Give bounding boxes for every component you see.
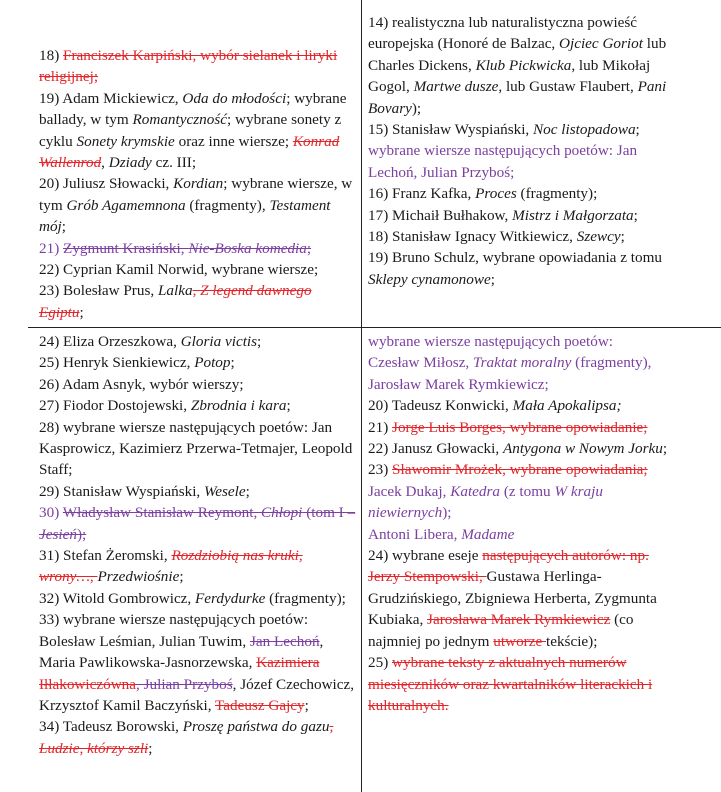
item-34-left: 34) Tadeusz Borowski, Proszę państwa do gazu, Ludzie, którzy szli;: [39, 718, 334, 757]
work-title: Testament mój: [39, 196, 331, 236]
item-33-left: 33) wybrane wiersze następujących poetów: Bolesław Leśmian, Julian Tuwim, Jan Lechoń, Maria Pawlikowska-Jasnorzewska, Kazimiera Iłłakowiczówna, Julian Przyboś, Józef Czechowicz, Krzysztof Kamil Baczyński, Tadeusz Gajcy;: [39, 611, 355, 714]
item-22-left: 22) Cyprian Kamil Norwid, wybrane wiersze;: [39, 261, 319, 279]
deleted-text: Tadeusz Gajcy: [215, 696, 305, 714]
work-title: Przedwiośnie: [97, 568, 180, 586]
item-16-right: 16) Franz Kafka, Proces (fragmenty);: [368, 185, 598, 203]
item-23-right: 23) Sławomir Mrożek, wybrane opowiadania;: [368, 461, 648, 479]
item-18-right: 18) Stanisław Ignacy Witkiewicz, Szewcy;: [368, 228, 625, 246]
inserted-libera: Antoni Libera, Madame: [368, 525, 515, 543]
work-title: Grób Agamemnona: [66, 196, 186, 214]
deleted-text: Chłopi: [261, 504, 303, 522]
deleted-text: Ludzie, którzy szli: [39, 739, 149, 757]
deleted-text: Franciszek Karpiński, wybór sielanek i liryki religijnej;: [39, 47, 338, 86]
item-20-left: 20) Juliusz Słowacki, Kordian; wybrane wiersze, w tym Grób Agamemnona (fragmenty), Testament mój;: [39, 175, 353, 236]
work-title: Antygona w Nowym Jorku: [502, 440, 663, 458]
work-title: Sklepy cynamonowe: [368, 270, 491, 288]
work-title: Potop: [194, 354, 231, 372]
work-title: Mistrz i Małgorzata: [512, 206, 634, 224]
item-19-right: 19) Bruno Schulz, wybrane opowiadania z tomu Sklepy cynamonowe;: [368, 249, 662, 288]
deleted-text: ,: [192, 282, 201, 300]
item-19-left: 19) Adam Mickiewicz, Oda do młodości; wybrane ballady, w tym Romantyczność; wybrane sonety z cyklu Sonety krymskie oraz inne wiersze; Konrad Wallenrod, Dziady cz. III;: [39, 89, 347, 172]
deleted-text: Nie-Boska komedia: [188, 239, 307, 257]
item-30-left: 30) Władysław Stanisław Reymont, Chłopi (tom I – Jesień);: [39, 504, 356, 543]
work-title: Szewcy: [576, 228, 621, 246]
work-title: Sonety krymskie: [76, 132, 175, 150]
work-title: Ferdydurke: [195, 589, 266, 607]
deleted-text: , Julian Przyboś: [136, 675, 233, 693]
work-title: Mała Apokalipsa;: [512, 397, 622, 415]
deleted-text: : np.: [621, 547, 649, 565]
work-title: Ojciec Goriot: [559, 35, 643, 53]
work-title: Pani Bovary: [368, 78, 667, 117]
deleted-text: Jerzy Stempowski: [368, 568, 479, 586]
deleted-text: Jorge Luis Borges, wybrane opowiadanie;: [392, 418, 648, 436]
work-title: Wesele: [204, 482, 246, 500]
item-21-left: 21) Zygmunt Krasiński, Nie-Boska komedia;: [39, 239, 312, 257]
deleted-text: Zygmunt Krasiński,: [63, 239, 189, 257]
item-14-right: 14) realistyczna lub naturalistyczna powieść europejska (Honoré de Balzac, Ojciec Goriot lub Charles Dickens, Klub Pickwicka, lub Mikołaj Gogol, Martwe dusze, lub Gustaw Flaubert, Pani Bovary);: [368, 14, 667, 117]
work-title: Dziady: [108, 154, 152, 172]
deleted-text: Władysław Stanisław Reymont,: [62, 504, 262, 522]
work-title: Kordian: [173, 175, 224, 193]
work-title: Oda do młodości: [182, 89, 287, 107]
item-22-right: 22) Janusz Głowacki, Antygona w Nowym Jorku;: [368, 440, 668, 458]
deleted-text: Sławomir Mrożek, wybrane opowiadania;: [392, 461, 648, 479]
item-21-right: 21) Jorge Luis Borges, wybrane opowiadanie;: [368, 418, 648, 436]
work-title: Zbrodnia i kara: [190, 397, 287, 415]
deleted-text: Kazimiera Iłłakowiczówna: [39, 654, 320, 693]
work-title: Gloria victis: [180, 333, 258, 350]
deleted-text: ,: [478, 568, 487, 586]
deleted-text: Konrad Wallenrod: [39, 132, 340, 172]
cell-top-left: [39, 45, 357, 323]
deleted-text: utworze: [493, 632, 546, 650]
deleted-text: (tom I –: [302, 504, 356, 522]
deleted-text: wybrane teksty z aktualnych numerów miesięczników oraz kwartalników literackich i kulturalnych.: [368, 654, 653, 714]
item-27-left: 27) Fiodor Dostojewski, Zbrodnia i kara;: [39, 397, 291, 415]
work-title: Martwe dusze: [413, 78, 499, 96]
item-20-right: 20) Tadeusz Konwicki, Mała Apokalipsa;: [368, 397, 622, 415]
item-18-left: 18) Franciszek Karpiński, wybór sielanek i liryki religijnej;: [39, 47, 338, 86]
row-divider: [28, 327, 721, 328]
work-title: Proszę państwa do gazu: [182, 718, 330, 736]
work-title: Lalka: [157, 282, 193, 300]
deleted-text: ,: [329, 718, 334, 736]
item-25-left: 25) Henryk Sienkiewicz, Potop;: [39, 354, 235, 372]
deleted-text: ;: [306, 239, 312, 257]
cell-top-right: [368, 12, 668, 290]
inserted-dukaj: Jacek Dukaj, Katedra (z tomu W kraju niewiernych);: [368, 482, 603, 522]
deleted-text: Jan Lechoń: [249, 632, 320, 650]
work-title: Traktat moralny: [473, 354, 572, 372]
item-29-left: 29) Stanisław Wyspiański, Wesele;: [39, 482, 250, 500]
deleted-text: ,: [89, 568, 98, 586]
column-divider: [361, 0, 362, 792]
item-25-right: 25) wybrane teksty z aktualnych numerów miesięczników oraz kwartalników literackich i kulturalnych.: [368, 654, 653, 714]
item-15-right: 15) Stanisław Wyspiański, Noc listopadowa;: [368, 121, 640, 139]
work-title: Klub Pickwicka: [475, 56, 572, 74]
deleted-text: Rozdziobią nas kruki, wrony…: [39, 547, 303, 586]
cell-bottom-right: [368, 331, 668, 716]
item-31-left: 31) Stefan Żeromski, Rozdziobią nas kruki, wrony…, Przedwiośnie;: [39, 547, 303, 586]
item-23-left: 23) Bolesław Prus, Lalka, Z legend dawnego Egiptu;: [39, 282, 312, 321]
deleted-text: Jarosława Marek Rymkiewicz: [427, 611, 611, 629]
item-28-left: 28) wybrane wiersze następujących poetów: Jan Kasprowicz, Kazimierz Przerwa-Tetmajer, Leopold Staff;: [39, 418, 353, 479]
work-title: W kraju niewiernych: [368, 482, 603, 522]
work-title: Madame: [461, 525, 515, 543]
item-32-left: 32) Witold Gombrowicz, Ferdydurke (fragmenty);: [39, 589, 346, 607]
item-17-right: 17) Michaił Bułhakow, Mistrz i Małgorzata;: [368, 206, 638, 224]
work-title: Katedra: [450, 482, 501, 500]
inserted-poets-2: wybrane wiersze następujących poetów: Czesław Miłosz, Traktat moralny (fragmenty), Jarosław Marek Rymkiewicz;: [368, 333, 652, 393]
work-title: Romantyczność: [132, 111, 227, 129]
item-26-left: 26) Adam Asnyk, wybór wierszy;: [39, 375, 244, 393]
deleted-text: następujących autorów: [482, 547, 622, 565]
item-24-left: 24) Eliza Orzeszkowa, Gloria victis;: [39, 333, 262, 350]
work-title: Noc listopadowa: [533, 121, 636, 139]
deleted-text: Z legend dawnego Egiptu: [39, 282, 312, 321]
item-24-right: 24) wybrane eseje następujących autorów: np. Jerzy Stempowski, Gustawa Herlinga-Grudzińskiego, Zbigniewa Herberta, Zygmunta Kubiaka, Jarosława Marek Rymkiewicz (co najmniej po jednym utworze tekście);: [368, 547, 657, 650]
work-title: Proces: [475, 185, 517, 203]
deleted-text: );: [76, 525, 87, 543]
inserted-poets-1: wybrane wiersze następujących poetów: Jan Lechoń, Julian Przyboś;: [368, 142, 638, 181]
cell-bottom-left: [39, 331, 357, 759]
deleted-text: Jesień: [39, 525, 77, 543]
